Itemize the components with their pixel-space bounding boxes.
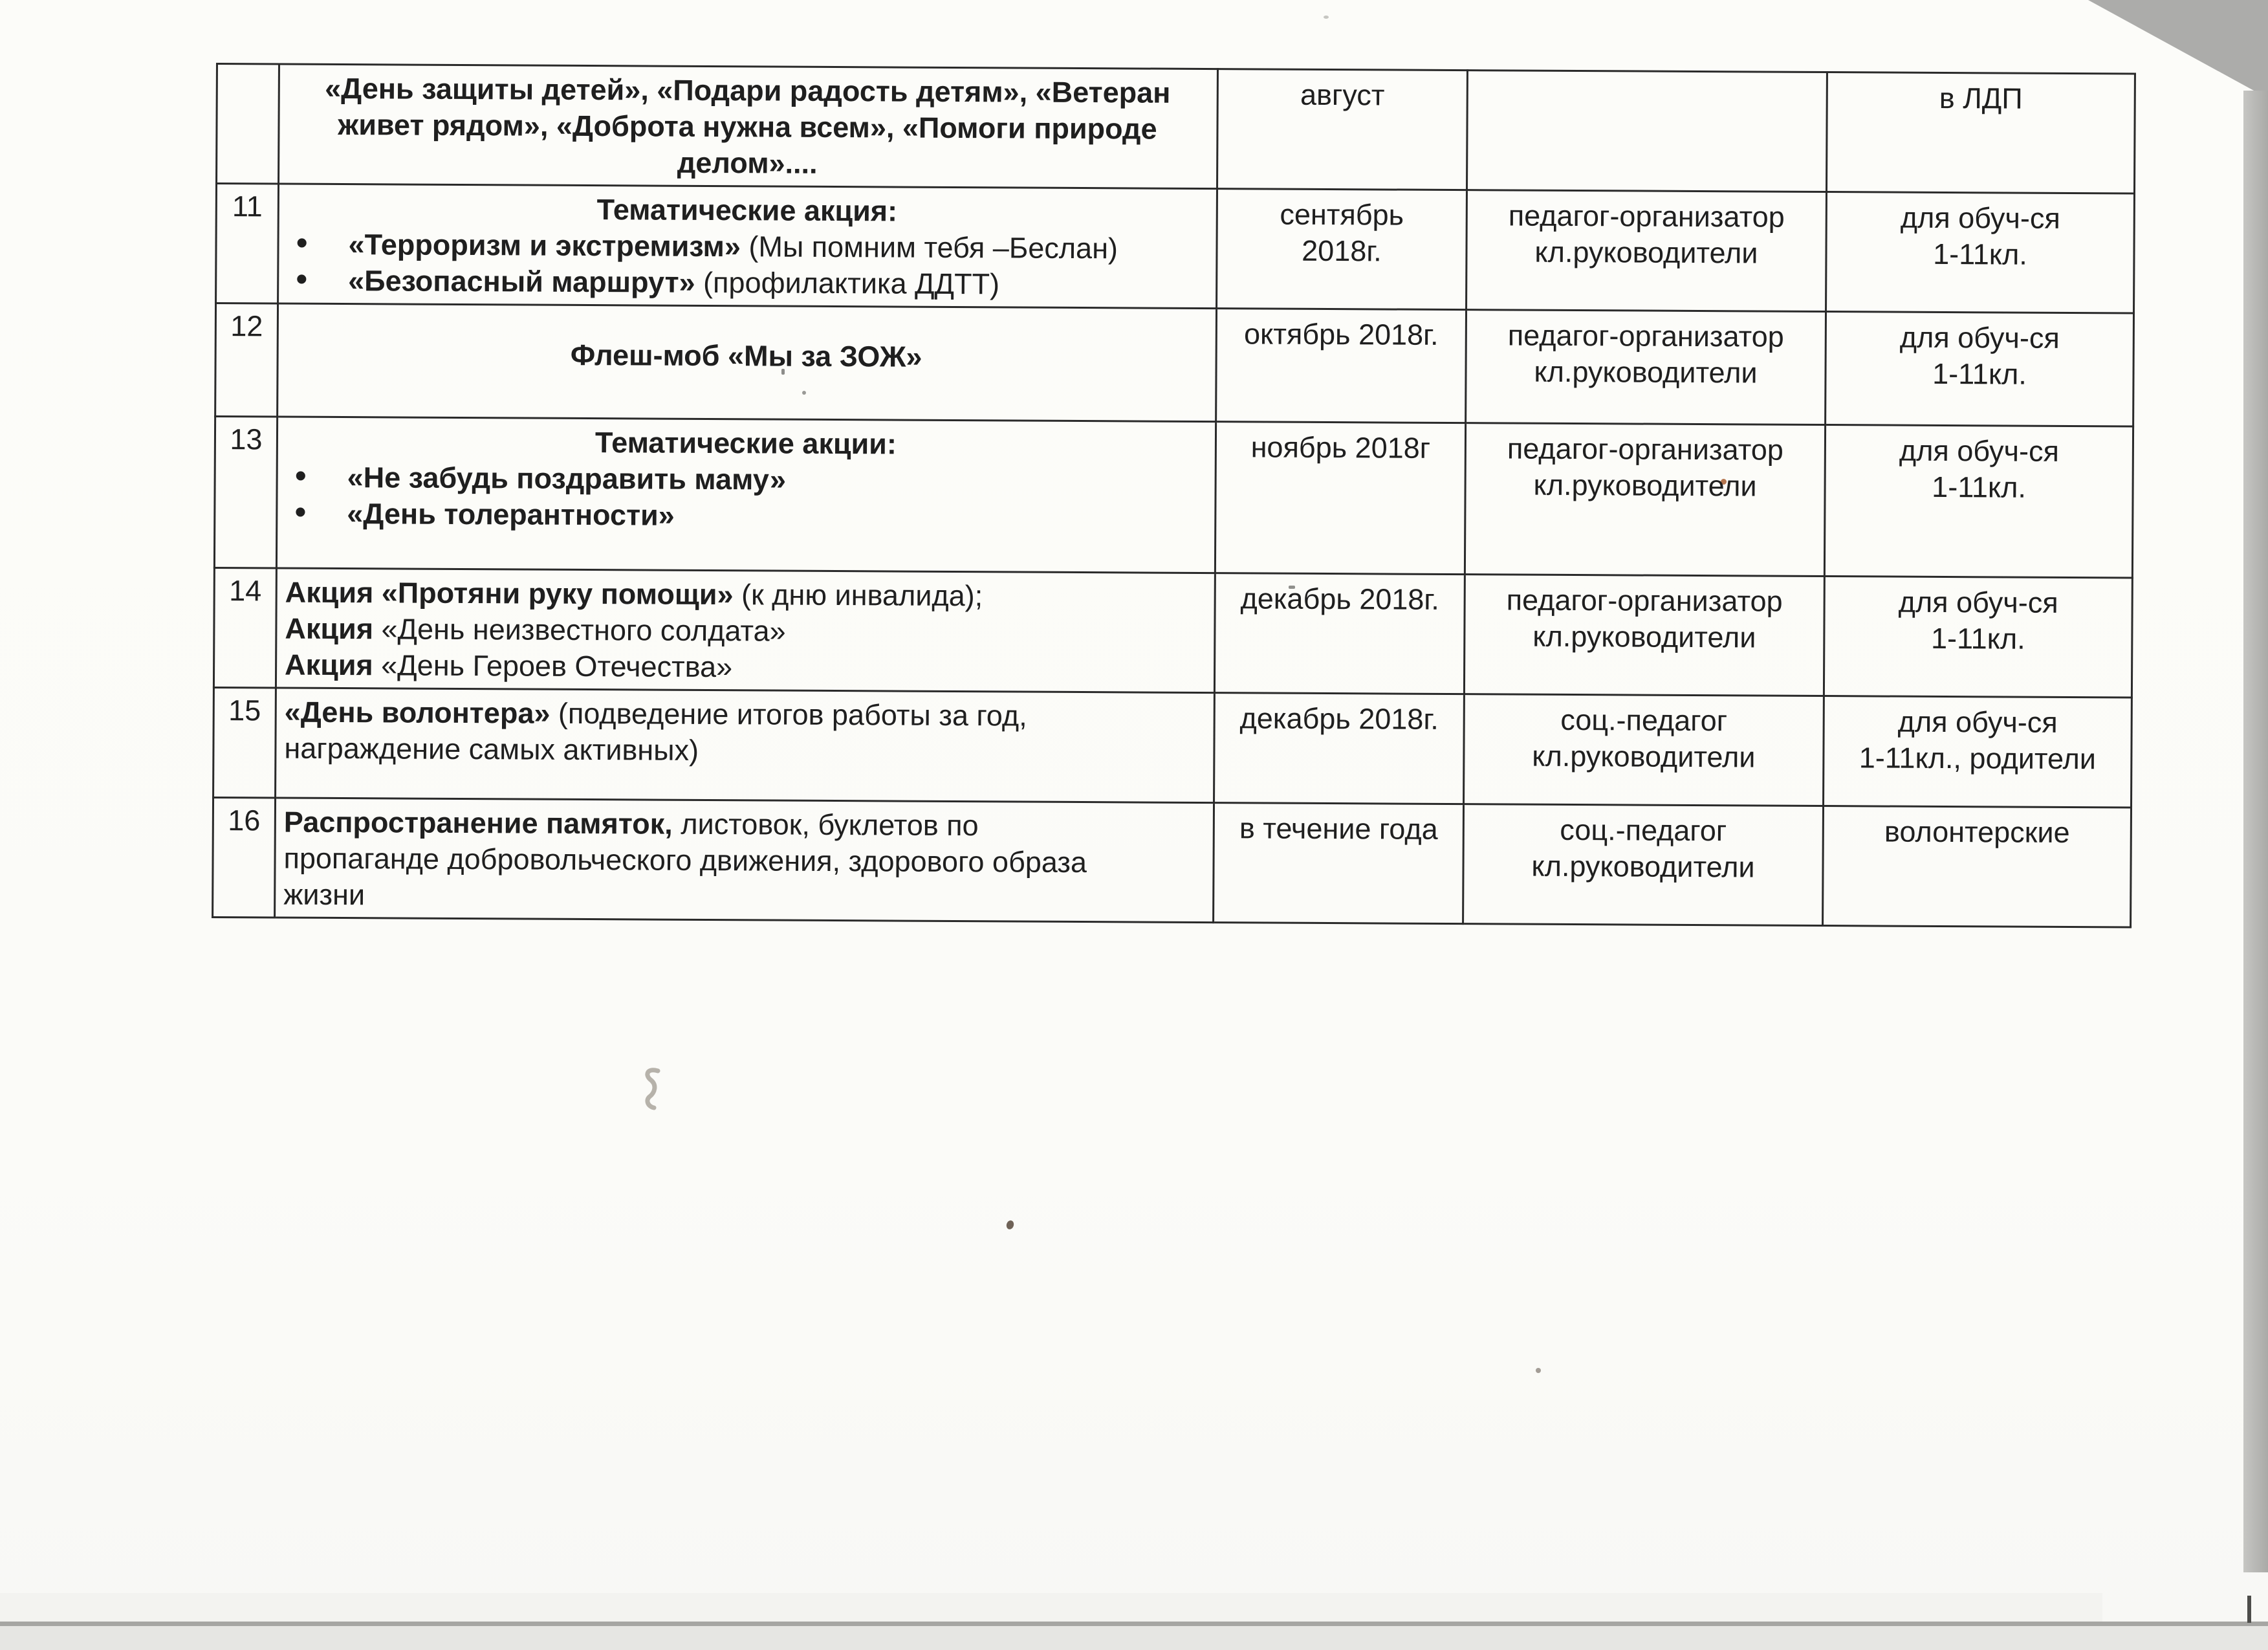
- date-cell: ноябрь 2018г: [1215, 422, 1465, 575]
- text-segment: «Не забудь поздравить маму»: [347, 461, 787, 496]
- text-segment: «Терроризм и экстремизм»: [348, 228, 741, 263]
- text-segment: «День защиты детей», «Подари радость детям», «Ветеран живет рядом», «Доброта нужна всем», «Помоги природе делом»....: [325, 71, 1171, 180]
- activity-cell: [276, 568, 1215, 693]
- responsible-cell: соц.-педагог кл.руководители: [1464, 694, 1824, 806]
- responsible-cell: педагог-организатор кл.руководители: [1467, 190, 1827, 312]
- text-segment: Флеш-моб «Мы за ЗОЖ»: [570, 338, 922, 373]
- activities-table-body: [213, 64, 2135, 928]
- text-segment: (подведение итогов работы за год, награждение самых активных): [284, 696, 1027, 767]
- activity-line: [285, 611, 1205, 652]
- row-number-cell: 11: [216, 184, 279, 304]
- audience-cell: для обуч-ся 1-11кл.: [1824, 577, 2132, 698]
- date-cell: сентябрь 2018г.: [1217, 189, 1467, 310]
- row-number-cell: [217, 64, 279, 184]
- text-segment: Акция: [285, 611, 374, 646]
- activity-line: [285, 575, 1205, 615]
- text-segment: Акция: [284, 648, 373, 682]
- audience-cell: для обуч-ся 1-11кл., родители: [1824, 696, 2132, 808]
- activity-line: [283, 804, 1204, 918]
- activity-line: [285, 647, 1205, 688]
- audience-cell: для обуч-ся 1-11кл.: [1824, 425, 2133, 578]
- table-row: [214, 417, 2133, 578]
- text-segment: (Мы помним тебя –Беслан): [740, 230, 1118, 265]
- scan-right-edge-shadow: [2243, 91, 2268, 1572]
- activity-line: [286, 423, 1206, 464]
- activity-cell: [278, 184, 1217, 309]
- audience-cell: в ЛДП: [1826, 72, 2135, 193]
- activity-bullet-item: [286, 459, 1206, 500]
- bullet-icon: •: [296, 260, 308, 298]
- row-number-cell: 13: [214, 417, 277, 568]
- pen-squiggle-artifact: [637, 1066, 671, 1113]
- row-number-cell: 15: [213, 687, 276, 798]
- responsible-cell: педагог-организатор кл.руководители: [1464, 575, 1824, 696]
- scan-corner-line: [2247, 1596, 2251, 1623]
- table-row: [213, 567, 2132, 698]
- activity-bullet-item: [287, 260, 1206, 303]
- responsible-cell: соц.-педагог кл.руководители: [1463, 804, 1824, 926]
- activity-line: [287, 190, 1207, 231]
- table-row: [215, 303, 2134, 427]
- row-number-cell: 16: [213, 797, 276, 918]
- table-row: [217, 64, 2135, 194]
- activity-line: [287, 336, 1206, 377]
- activity-bullet-item: [285, 493, 1205, 536]
- page-bottom-shade: [0, 1593, 2102, 1622]
- table-row: [213, 687, 2132, 808]
- text-segment: «День толерантности»: [347, 497, 675, 532]
- ink-speck: [1005, 1220, 1015, 1231]
- row-number-cell: 14: [213, 567, 276, 688]
- audience-cell: волонтерские: [1823, 806, 2132, 927]
- text-segment: (к дню инвалида);: [733, 578, 983, 613]
- text-segment: «День волонтера»: [284, 695, 551, 730]
- text-segment: Распространение памяток,: [283, 805, 673, 841]
- ink-speck: [1324, 16, 1329, 19]
- activity-cell: [276, 688, 1215, 803]
- date-cell: декабрь 2018г.: [1214, 693, 1465, 804]
- text-segment: листовок, буклетов по пропаганде добровольческого движения, здорового образа жизни: [283, 807, 1087, 912]
- date-cell: август: [1217, 69, 1468, 190]
- table-row: [216, 184, 2135, 314]
- text-segment: Тематические акция:: [596, 193, 898, 228]
- activity-cell: [279, 64, 1218, 189]
- text-segment: «День Героев Отечества»: [373, 648, 733, 684]
- text-segment: «Безопасный маршрут»: [348, 264, 695, 299]
- text-segment: Тематические акции:: [594, 426, 897, 461]
- audience-cell: для обуч-ся 1-11кл.: [1826, 192, 2135, 313]
- page-bottom-edge-line: [0, 1622, 2268, 1626]
- audience-cell: для обуч-ся 1-11кл.: [1826, 312, 2134, 426]
- bullet-icon: •: [294, 457, 307, 495]
- responsible-cell: [1467, 71, 1827, 192]
- table-row: [213, 797, 2132, 927]
- activities-plan-table: [212, 63, 2136, 929]
- row-number-cell: 12: [215, 303, 278, 417]
- bullet-icon: •: [294, 493, 307, 531]
- responsible-cell: педагог-организатор кл.руководители: [1466, 310, 1826, 425]
- activity-cell: [275, 798, 1214, 923]
- activity-bullet-item: [287, 226, 1206, 267]
- page-bottom-edge-shadow: [0, 1626, 2268, 1650]
- responsible-cell: педагог-организатор кл.руководители: [1465, 423, 1825, 577]
- bullet-icon: •: [296, 224, 308, 262]
- text-segment: (профилактика ДДТТ): [695, 265, 1000, 301]
- date-cell: декабрь 2018г.: [1214, 573, 1465, 694]
- activity-line: [287, 71, 1208, 184]
- activity-cell: [278, 303, 1217, 422]
- text-segment: «День неизвестного солдата»: [373, 612, 786, 648]
- activity-line: [284, 694, 1205, 771]
- date-cell: в течение года: [1214, 803, 1464, 924]
- text-segment: Акция «Протяни руку помощи»: [285, 575, 734, 611]
- date-cell: октябрь 2018г.: [1216, 309, 1467, 423]
- activity-cell: [276, 417, 1216, 573]
- ink-speck: [1536, 1368, 1541, 1373]
